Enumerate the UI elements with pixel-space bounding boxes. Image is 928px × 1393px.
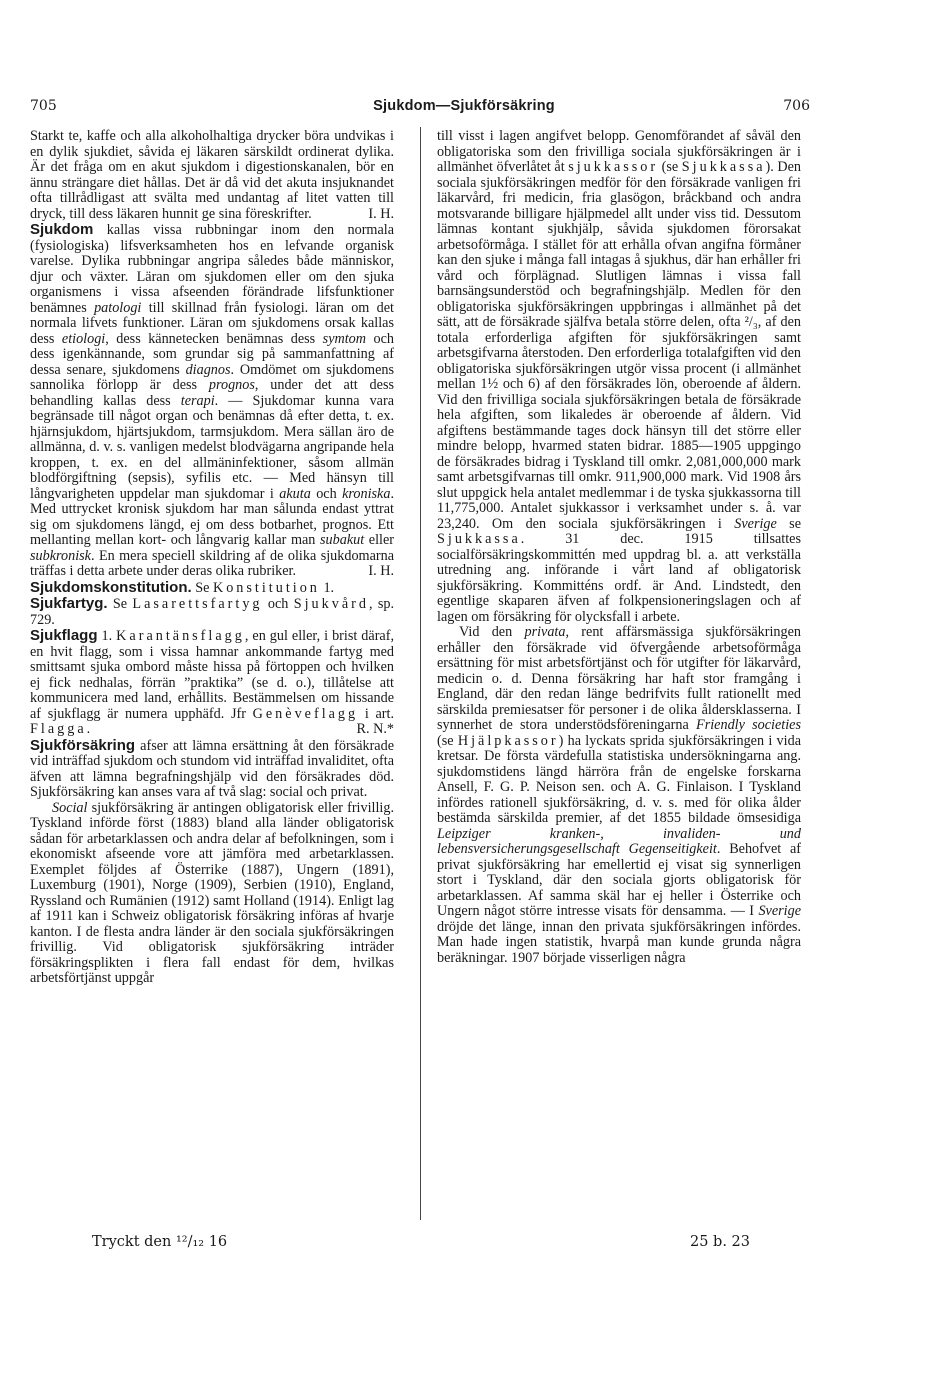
- cross-reference: Konstitution: [212, 579, 320, 596]
- cross-reference: Sjukkassa: [681, 159, 766, 175]
- right-column: [437, 129, 801, 1211]
- cross-reference: Genèveflagg: [252, 705, 359, 722]
- italic-term: subakut: [320, 532, 365, 548]
- entry-text: . En mera speciell skildring af de olika sjukdomarna träffas i detta arbete under deras olika rubriker.: [30, 547, 394, 579]
- cross-reference: Hjälpkassor: [457, 732, 559, 749]
- entry-text: afser att lämna ersättning åt den försäkrade vid inträffad sjukdom och stundom vid inträffad invaliditet, ofta äfven att lämna begrafningshjälp vid den försäkrades död. Sjukförsäkring kan anses vara af två slag: social och privat.: [30, 737, 394, 800]
- entry-text: 1.: [97, 628, 117, 644]
- entry-text: .: [86, 721, 91, 737]
- cross-reference: Flagga: [30, 721, 87, 737]
- entry-text: Se: [107, 596, 133, 612]
- entry-text: till skillnad från fysiologi. läran om det normala lifvets funktioner. Läran om sjukdomens orsak kallas dess: [30, 299, 394, 347]
- italic-term: prognos: [208, 377, 255, 393]
- italic-term: patologi: [94, 299, 142, 316]
- cross-reference: Sjukkassa: [437, 531, 521, 547]
- entry-text: kallas vissa rubbningar inom den normala (fysiologiska) lifsverksamheten hos en lefvande organisk varelse. Dylika rubbningar angripa således både människor, djur och växter. Läran om sjukdomen eller om den sjuka organismens i vissa afseenden förändrade lifsfunktioner benämnes: [30, 222, 394, 316]
- page-number-left: 705: [30, 98, 57, 114]
- italic-term: akuta: [279, 485, 311, 502]
- author-signature: R. N.*: [356, 721, 394, 737]
- entry-text: och dess igenkännande, som grundar sig på sammanfattning af dessa senare, sjukdomens: [30, 330, 394, 378]
- entry-text: , under det att dess behandling kallas dess: [30, 377, 394, 409]
- entry-text: i art.: [358, 705, 394, 722]
- column-divider: [420, 127, 421, 1220]
- italic-term: privata: [524, 624, 566, 640]
- entry-text: . Med uttrycket kronisk sjukdom har man sålunda endast yttrat sig om sjukdomens längd, ej om dess botbarhet, prognos. Ett mellanting mellan kort- och långvarig kallar man: [30, 485, 394, 548]
- italic-term: subkronisk: [30, 547, 91, 564]
- entry-text: . Behofvet af privat sjukförsäkring har emellertid ej visat sig synnerligen stort i Tyskland, där den sociala gjorts obligatorisk för arbetarklassen. Af samma skäl har ej heller i Österrike och Ungern något större intresse visats för densamma. — I: [437, 841, 801, 919]
- italic-term: Social: [52, 799, 88, 816]
- entry-text: (se: [658, 159, 682, 175]
- entry-sjukflagg: [30, 628, 394, 738]
- entry-text: (se: [437, 732, 458, 749]
- italic-term: kroniska: [342, 485, 391, 502]
- entry-text: , en gul eller, i brist däraf, en hvit flagg, som i vissa hamnar ankommande fartyg med smittsamt sjuka ombord måste hissa på förtoppen och hvilken ej fick nedhalas, förrän ”praktika” (se d. o.), tillåtelse att kommunicera med land, erhållits. Bestämmelsen om hissande af sjukflagg är numera upphäfd. Jfr: [30, 628, 394, 722]
- italic-term: etiologi: [61, 330, 106, 347]
- headword: Sjukflagg: [30, 627, 98, 644]
- left-column: [30, 129, 394, 1211]
- entry-text: till visst i lagen angifvet belopp. Genomförandet af såväl den obligatoriska som den frivilliga sociala sjukförsäkringen är i allmänhet öfverlåtet åt: [437, 129, 801, 175]
- entry-text: . 31 dec. 1915 tillsattes socialförsäkringskommittén med uppdrag bl. a. att verkställa utredning ang. införande i vårt land af obligatorisk sjukförsäkring. Kommitténs ordf. är And. Lindstedt, den egentlige skaparen äfven af folkpensioneringslagen och af lagen om försäkring för olycksfall i arbete.: [437, 531, 801, 625]
- headword: Sjukdom: [30, 221, 94, 238]
- diet-paragraph: [30, 129, 394, 222]
- entry-text: dröjde det länge, innan den privata sjukförsäkringen infördes. Man hade ingen statistik, hvarpå man kunde grunda några beräkningar. 1907 började visserligen några: [437, 918, 801, 966]
- sheet-signature: 25 b. 23: [690, 1234, 751, 1250]
- headword: Sjukdomskonstitution.: [30, 578, 192, 596]
- entry-text: , dess kännetecken benämnas dess: [105, 330, 323, 347]
- entry-text: . Omdömet om sjukdomens sannolika förlopp är dess: [30, 361, 394, 393]
- headword: Sjukfartyg.: [30, 595, 108, 612]
- entry-text: och: [262, 596, 294, 612]
- running-head: Sjukdom—Sjukförsäkring: [373, 98, 555, 114]
- page-number-right: 706: [783, 98, 810, 114]
- cross-reference: sjukkassor: [568, 159, 659, 175]
- entry-text: Vid den: [459, 624, 525, 640]
- entry-text: , sp. 729.: [30, 596, 394, 628]
- social-paragraph: [30, 801, 394, 987]
- private-paragraph: [437, 625, 801, 966]
- headword: Sjukförsäkring: [30, 736, 136, 754]
- italic-term: diagnos: [185, 361, 231, 378]
- cross-reference: Karantänsflagg: [116, 628, 245, 644]
- author-signature: I. H.: [368, 205, 394, 222]
- entry-sjukdomskonstitution: [30, 580, 394, 597]
- print-date: Tryckt den ¹²/₁₂ 16: [92, 1234, 228, 1250]
- italic-term: Leipziger kranken-, invaliden- und lebensversicherungsgesellschaft Gegenseitigkeit: [437, 825, 801, 857]
- cross-reference: Lasarettsfartyg: [132, 596, 263, 612]
- entry-text: sjukförsäkring är antingen obligatorisk eller frivillig. Tyskland införde först (1883) bland alla länder obligatorisk sådan för arbetarklassen och andra delar af befolkningen, som i ekonomiskt afseende vore att jämföra med arbetarklassen. Exemplet följdes af Österrike (1887), Ungern (1891), Luxemburg (1901), Norge (1909), Serbien (1910), England, Ryssland och Rumänien (1912) samt Holland (1914). Enligt lag af 1911 kan i Schweiz obligatorisk försäkring införas af hvarje kanton. I de flesta andra länder är den sociala sjukförsäkringen frivillig. Vid obligatorisk sjukförsäkring inträder försäkringsplikten i flera fall endast för dem, hvilkas arbetsförtjänst uppgår: [30, 799, 394, 986]
- author-signature: I. H.: [368, 563, 394, 579]
- social-continued-paragraph: [437, 129, 801, 625]
- italic-term: symtom: [322, 330, 367, 347]
- cross-reference: Sjukvård: [293, 596, 369, 612]
- entry-text: Se: [191, 579, 213, 596]
- italic-term: Sverige: [758, 903, 801, 919]
- entry-text: ) ha lyckats sprida sjukförsäkringen i vida kretsar. De första värdefulla statistiska undersökningarna ang. sjukdomstidens längd härröra från de engelske forskarna Ansell, F. G. P. Neison sen. och A. G. Finlaison. I Tyskland infördes rationell sjukförsäkring, d. v. s. med för olika ålder bestämda särskilda premier, af det 1855 bildade ömsesidiga: [437, 732, 801, 826]
- entry-text: . — Sjukdomar kunna vara begränsade till något organ och benämnas då efter detta, t. ex. hjärnsjukdom, hjärtsjukdom, tarmsjukdom. Mera sällan äro de allmänna, d. v. s. vanligen medelst blodvägarna angripande hela kroppen, t. ex. en del allmäninfektioner, såsom allmän blodförgiftning (sepsis), syfilis etc. — Med hänsyn till långvarigheten uppdelar man sjukdomar i: [30, 392, 394, 502]
- italic-term: Sverige: [734, 515, 777, 532]
- entry-text: ). Den sociala sjukförsäkringen medför för den försäkrade vanligen fri läkarvård, fri medicin, fria glasögon, bråckband och andra motsvarande billigare hjälpmedel allt under viss tid. Dessutom lämnas kontant sjukhjälp, såvida sjukdomen förorsakat arbetsoförmåga. I stället för att erhålla ofvan angifna förmåner kan den sjuke i många fall intagas å sjukhus, där han erhåller fri vård och förplägnad. Slutligen lämnas i vissa fall barnsängsunderstöd och begrafningshjälp. Medlen för den obligatoriska sjukförsäkringen uppbringas i allmänhet på det sätt, att de försäkrade själfva betala större delen, ofta ²/₃, af den totala erforderliga afgiften för sjukförsäkringen samt arbetsgifvarna återstoden. Den erforderliga totalafgiften vid den obligatoriska sjukförsäkringen utgör vissa procent (i allmänhet mellan 1½ och 6) af den försäkrades lön, oberoende af åldern. Vid den frivilliga sociala sjukförsäkringen betala de försäkrade hela afgiften, som likaledes är oberoende af åldern. Vid afgiftens bestämmande tages dock hänsyn till det större eller mindre belopp, hvarmed staten bidrar. 1885—1905 uppgingo de försäkrades bidrag i Tyskland till omkr. 2,081,000,000 mark samt arbetsgifvarnas till omkr. 911,900,000 mark. Vid 1908 års slut uppgick hela antalet medlemmar i de tyska sjukkassorna till 11,775,000. Antalet sjukkassor i verksamhet under s. å. var 23,240. Om den sociala sjukförsäkringen i: [437, 159, 801, 532]
- italic-term: Friendly societies: [696, 717, 801, 733]
- entry-text: , rent affärsmässiga sjukförsäkringen erhåller den försäkrade vid öfvergående arbetsoförmåga ersättning för mist arbetsförtjänst och för utgifter för läkarvård, medicin o. d. Denna försäkring har haft stor framgång i England, där den redan länge bedrifvits fullt rationellt med särskilda premiesatser för personer i de olika åldersklasserna. I synnerhet de stora understödsföreningarna: [437, 624, 801, 733]
- entry-sjukforsakring: [30, 738, 394, 801]
- entry-text: se: [776, 515, 801, 532]
- entry-text: 1.: [319, 579, 335, 596]
- diet-text: Starkt te, kaffe och alla alkoholhaltiga drycker böra undvikas i en dylik sjukdiet, såvida ej läkaren särskildt ordinerat dylika. Är det fråga om en akut sjukdom i digestionskanalen, bör en ännu strängare diet hållas. Det är då vid det akuta insjuknandet ofta tillrådligast att svälta med undantag af litet vatten till dryck, till dess läkaren hunnit ge sina föreskrifter.: [30, 129, 394, 222]
- entry-text: och: [310, 485, 343, 502]
- entry-text: eller: [364, 532, 394, 548]
- entry-sjukdom: [30, 222, 394, 580]
- entry-sjukfartyg: [30, 596, 394, 628]
- italic-term: terapi: [180, 392, 215, 409]
